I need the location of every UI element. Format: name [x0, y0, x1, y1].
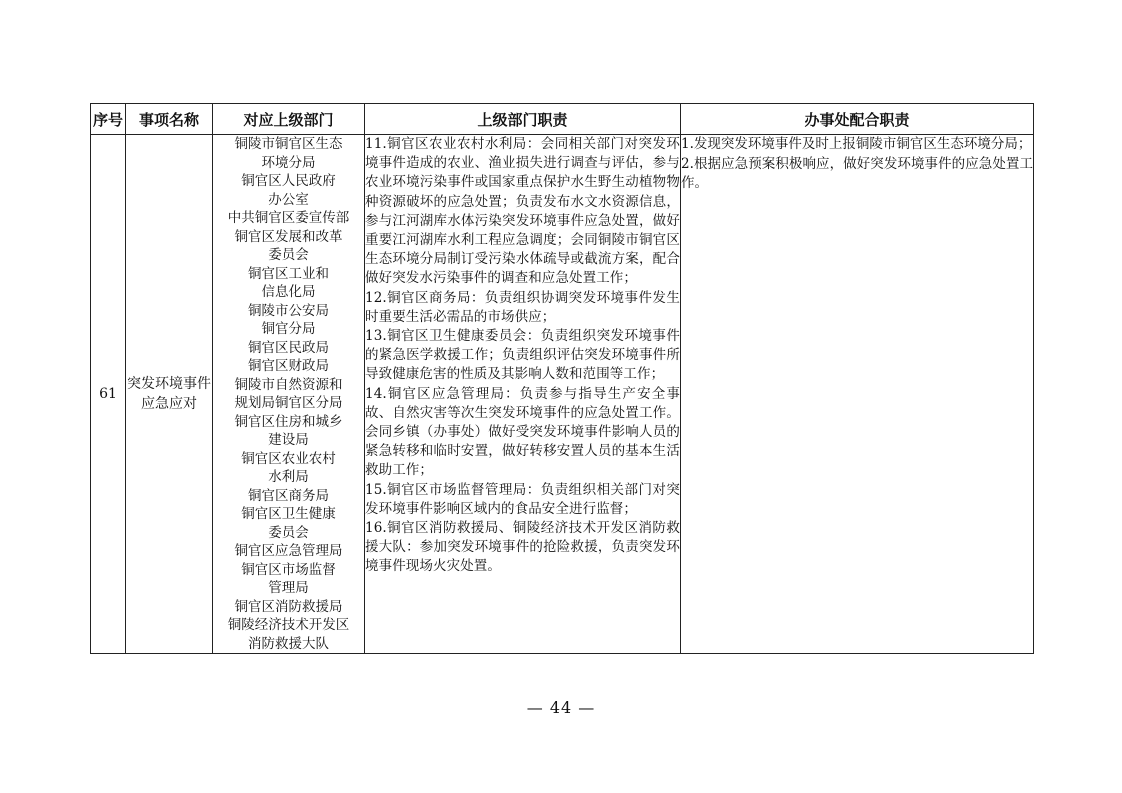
- duty-paragraph: 14.铜官区应急管理局：负责参与指导生产安全事故、自然灾害等次生突发环境事件的应急处置工作。会同乡镇（办事处）做好受突发环境事件影响人员的紧急转移和临时安置，做好转移安置人员的基本生活救助工作；: [365, 385, 680, 479]
- department-item: 规划局铜官区分局: [234, 395, 343, 411]
- department-item: 铜官区发展和改革: [234, 228, 343, 245]
- page-number: — 44 —: [526, 698, 596, 717]
- department-item: 办公室: [268, 191, 309, 208]
- duty-paragraph: 13.铜官区卫生健康委员会：负责组织突发环境事件的紧急医学救援工作；负责组织评估突发环境事件所导致健康危害的性质及其影响人数和范围等工作；: [365, 328, 680, 383]
- department-item: 铜官区民政局: [248, 339, 329, 356]
- department-item: 委员会: [268, 247, 309, 263]
- duty-paragraph: 15.铜官区市场监督管理局：负责组织相关部门对突发环境事件影响区域内的食品安全进行监督；: [365, 481, 680, 517]
- department-item: 铜陵经济技术开发区: [227, 617, 350, 633]
- office-duties-cell: [681, 135, 1034, 654]
- department-item: 水利局: [268, 469, 309, 485]
- department-item: 铜官区工业和: [248, 265, 329, 282]
- dept-duties-cell: [365, 135, 681, 654]
- row-number: 61: [91, 135, 126, 654]
- table-row: [91, 135, 1034, 654]
- department-item: 铜官区人民政府: [241, 173, 336, 189]
- department-item: 信息化局: [261, 284, 316, 300]
- department-item: 铜官区财政局: [248, 358, 329, 374]
- department-item: 铜官区住房和城乡: [234, 413, 343, 430]
- department-item: 管理局: [268, 580, 309, 596]
- office-duty-item: 2.根据应急预案积极响应，做好突发环境事件的应急处置工作。: [681, 155, 1033, 191]
- department-item: 环境分局: [261, 154, 316, 171]
- item-name: 突发环境事件应急应对: [126, 135, 213, 654]
- department-item: 中共铜官区委宣传部: [227, 210, 350, 226]
- header-item-name: 事项名称: [126, 104, 213, 135]
- header-no: 序号: [91, 104, 126, 135]
- department-item: 消防救援大队: [248, 635, 329, 652]
- department-item: 铜官分局: [261, 321, 316, 337]
- duty-paragraph: 16.铜官区消防救援局、铜陵经济技术开发区消防救援大队：参加突发环境事件的抢险救援，负责突发环境事件现场火灾处置。: [365, 520, 680, 575]
- department-item: 铜官区商务局: [248, 487, 329, 504]
- department-item: 铜陵市公安局: [248, 302, 329, 319]
- department-item: 铜陵市铜官区生态: [234, 136, 343, 152]
- office-duty-item: 1.发现突发环境事件及时上报铜陵市铜官区生态环境分局；: [681, 136, 1032, 152]
- header-department: 对应上级部门: [213, 104, 365, 135]
- department-item: 铜官区消防救援局: [234, 598, 343, 615]
- department-item: 建设局: [268, 432, 309, 448]
- department-item: 委员会: [268, 524, 309, 541]
- duty-paragraph: 11.铜官区农业农村水利局：会同相关部门对突发环境事件造成的农业、渔业损失进行调查与评估，参与农业环境污染事件或国家重点保护水生野生动植物物种资源破坏的应急处置；负责发布水文水资源信息，参与江河湖库水体污染突发环境事件应急处置，做好重要江河湖库水利工程应急调度；会同铜陵市铜官区生态环境分局制订受污染水体疏导或截流方案，配合做好突发水污染事件的调查和应急处置工作；: [365, 136, 680, 287]
- header-dept-duties: 上级部门职责: [365, 104, 681, 135]
- department-item: 铜官区应急管理局: [234, 543, 343, 559]
- department-item: 铜官区市场监督: [241, 561, 336, 578]
- department-item: 铜官区农业农村: [241, 450, 336, 467]
- department-item: 铜官区卫生健康: [241, 506, 336, 522]
- department-item: 铜陵市自然资源和: [234, 376, 343, 393]
- duty-table: [90, 103, 1034, 654]
- duty-paragraph: 12.铜官区商务局：负责组织协调突发环境事件发生时重要生活必需品的市场供应；: [365, 289, 680, 325]
- header-office-duties: 办事处配合职责: [681, 104, 1034, 135]
- header-row: [91, 104, 1034, 135]
- department-list: [213, 135, 365, 654]
